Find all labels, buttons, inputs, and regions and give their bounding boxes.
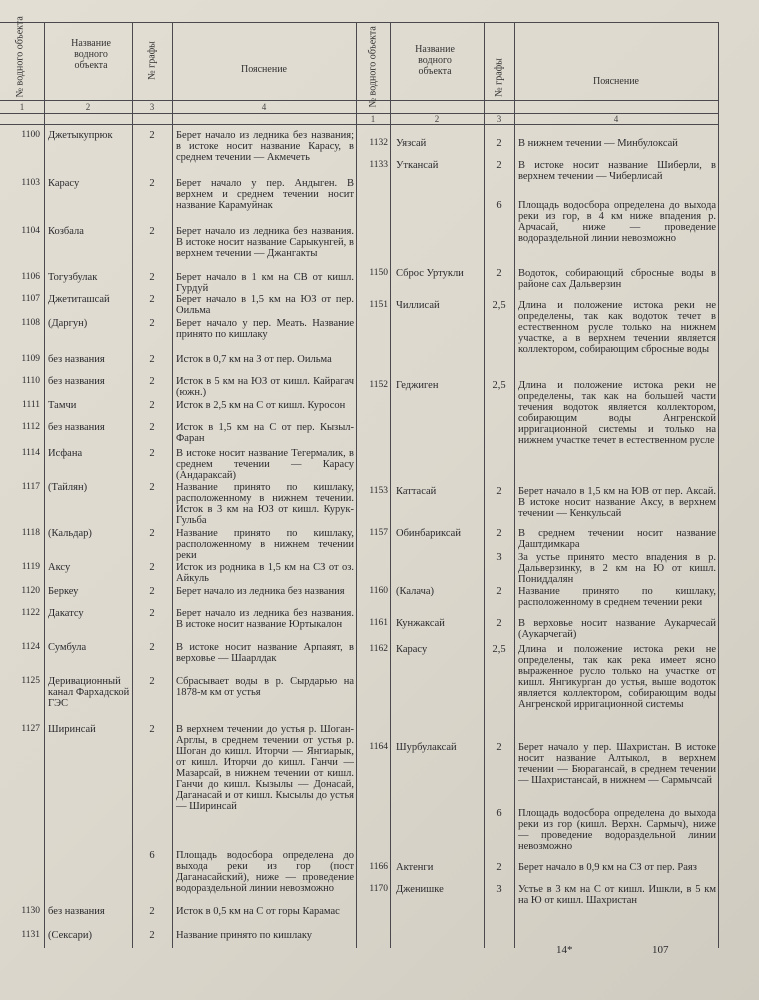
- cell-graph: 2: [149, 354, 155, 365]
- cell-graph: 2: [496, 138, 502, 149]
- cell-note: Исток из родника в 1,5 км на СЗ от оз. Айкуль: [176, 562, 354, 584]
- cell-note: Исток в 0,7 км на З от пер. Оильма: [176, 354, 332, 365]
- cell-num: 1119: [21, 562, 40, 572]
- cell-note: В истоке носит название Шиберли, в верхнем течении — Чиберлисай: [518, 160, 716, 182]
- cell-num: 1108: [21, 318, 40, 328]
- cell-note: Сбрасывает воды в р. Сырдарью на 1878-м км от устья: [176, 676, 354, 698]
- cell-name: Уткансай: [396, 160, 439, 171]
- cell-num: 1112: [21, 422, 40, 432]
- cell-graph: 2: [496, 586, 502, 597]
- cell-note: Берет начало из ледника без названия. В истоке носит название Юртыкалон: [176, 608, 354, 630]
- cell-graph: 2: [149, 608, 155, 619]
- cell-name: Шурбулаксай: [396, 742, 457, 753]
- cell-note: Берет начало у пер. Шахристан. В истоке носит название Алтыкол, в верхнем течении — Бюрагансай, в среднем течении — Шахристансай, в нижнем — Сармычсай: [518, 742, 716, 786]
- cell-num: 1104: [21, 226, 40, 236]
- cell-graph: 2: [149, 448, 155, 459]
- cell-note: В истоке носит название Тегермалик, в среднем течении — Карасу (Андараксай): [176, 448, 354, 481]
- cell-num: 1120: [21, 586, 40, 596]
- cell-num: 1100: [21, 130, 40, 140]
- cell-note: В нижнем течении — Минбулоксай: [518, 138, 678, 149]
- cell-note: Длина и положение истока реки не определены, так как река имеет ясно выраженное русло только на участке от кишл. Янгикурган до устья, выше водоток является коллектором, собирающим воды Ангренской ирригационной системы: [518, 644, 716, 710]
- cell-name: (Калача): [396, 586, 435, 597]
- cell-note: Исток в 0,5 км на С от горы Карамас: [176, 906, 340, 917]
- cell-note: Исток в 2,5 км на С от кишл. Куросон: [176, 400, 346, 411]
- col-index-3: 3: [149, 102, 155, 112]
- cell-graph: 2: [496, 742, 502, 753]
- cell-note: Площадь водосбора определена до выхода реки из гор (пост Даганасайский), ниже — проведение водораздельной линии невозможно: [176, 850, 354, 894]
- cell-graph: 2: [496, 528, 502, 539]
- cell-name: без названия: [48, 906, 105, 917]
- cell-graph: 2,5: [492, 300, 506, 311]
- cell-name: Деривационный канал Фархадской ГЭС: [48, 676, 130, 709]
- col-index-1: 1: [19, 102, 25, 112]
- cell-graph: 3: [496, 552, 502, 563]
- cell-note: Название принято по кишлаку: [176, 930, 313, 941]
- cell-graph: 2,5: [492, 380, 506, 391]
- cell-name: Козбала: [48, 226, 84, 237]
- cell-graph: 2: [149, 562, 155, 573]
- col-index-3-right: 3: [496, 114, 502, 124]
- cell-note: Берет начало из ледника без названия. В истоке носит название Сарыкунгей, в верхнем течении — Джангакты: [176, 226, 354, 259]
- col-note-header-right: Пояснение: [592, 76, 639, 87]
- cell-note: Берет начало в 0,9 км на СЗ от пер. Раяз: [518, 862, 697, 873]
- cell-name: Джетиташсай: [48, 294, 110, 305]
- cell-graph: 6: [496, 200, 502, 211]
- cell-name: Актенги: [396, 862, 434, 873]
- cell-num: 1161: [369, 618, 388, 628]
- cell-graph: 6: [496, 808, 502, 819]
- col-graph-header-right: № графы: [493, 58, 505, 97]
- cell-graph: 2: [149, 318, 155, 329]
- cell-name: Тогузбулак: [48, 272, 98, 283]
- cell-num: 1122: [21, 608, 40, 618]
- cell-note: Берет начало у пер. Меать. Название принято по кишлаку: [176, 318, 354, 340]
- cell-num: 1125: [21, 676, 40, 686]
- cell-name: Сумбула: [48, 642, 87, 653]
- cell-graph: 2: [149, 906, 155, 917]
- cell-name: Карасу: [396, 644, 428, 655]
- cell-note: Название принято по кишлаку, расположенному в нижнем течении. Исток в 3 км на ЮЗ от кишл. Курук-Гульба: [176, 482, 354, 526]
- cell-graph: 6: [149, 850, 155, 861]
- cell-num: 1107: [21, 294, 40, 304]
- cell-name: Тамчи: [48, 400, 77, 411]
- cell-graph: 2: [496, 160, 502, 171]
- col-index-4: 4: [261, 102, 267, 112]
- cell-num: 1170: [369, 884, 388, 894]
- cell-num: 1111: [22, 400, 40, 410]
- cell-note: В среднем течении носит название Даштдимкара: [518, 528, 716, 550]
- cell-graph: 2: [149, 930, 155, 941]
- cell-note: Исток в 1,5 км на С от пер. Кызыл-Фаран: [176, 422, 354, 444]
- cell-note: Берет начало в 1 км на СВ от кишл. Гурдуй: [176, 272, 354, 294]
- cell-num: 1150: [369, 268, 388, 278]
- cell-note: Длина и положение истока реки не определены, так как на большей части течения водоток является коллектором, собирающим воды Ангренской ирригационной системы и только на нижнем участке течет в естественном русле: [518, 380, 716, 446]
- cell-graph: 3: [496, 884, 502, 895]
- cell-num: 1160: [369, 586, 388, 596]
- cell-num: 1130: [21, 906, 40, 916]
- cell-name: (Тайлян): [48, 482, 88, 493]
- col-index-1-right: 1: [370, 114, 376, 124]
- cell-name: Ширинсай: [48, 724, 96, 735]
- cell-num: 1117: [21, 482, 40, 492]
- cell-num: 1127: [21, 724, 40, 734]
- cell-note: Длина и положение истока реки не определены, так как водоток течет в естественном русле только на нижнем участке, а в верхнем течении является коллектором, собирающим сбросные воды: [518, 300, 716, 355]
- cell-name: (Даргун): [48, 318, 88, 329]
- cell-name: Обинбариксай: [396, 528, 461, 539]
- cell-graph: 2: [149, 226, 155, 237]
- cell-name: Уязсай: [396, 138, 427, 149]
- col-graph-header: № графы: [146, 41, 158, 80]
- cell-graph: 2: [149, 294, 155, 305]
- col-note-header: Пояснение: [240, 64, 287, 75]
- col-name-header: Название водного объекта: [71, 38, 111, 71]
- col-index-2-right: 2: [434, 114, 440, 124]
- col-num-header: № водного объекта: [14, 16, 26, 98]
- cell-graph: 2: [496, 268, 502, 279]
- cell-name: Джетыкупрюк: [48, 130, 113, 141]
- cell-num: 1109: [21, 354, 40, 364]
- cell-name: без названия: [48, 376, 105, 387]
- cell-graph: 2: [149, 642, 155, 653]
- cell-note: Название принято по кишлаку, расположенному в нижнем течении реки: [176, 528, 354, 561]
- cell-graph: 2: [496, 618, 502, 629]
- cell-graph: 2: [149, 724, 155, 735]
- cell-graph: 2: [149, 130, 155, 141]
- cell-num: 1166: [369, 862, 388, 872]
- cell-note: За устье принято место впадения в р. Дальверзинку, в 2 км на Ю от кишл. Пониддалян: [518, 552, 716, 585]
- cell-graph: 2: [149, 528, 155, 539]
- cell-name: Исфана: [48, 448, 83, 459]
- cell-num: 1118: [21, 528, 40, 538]
- cell-name: Геджиген: [396, 380, 439, 391]
- cell-num: 1162: [369, 644, 388, 654]
- cell-name: Дженишке: [396, 884, 444, 895]
- cell-name: Каттасай: [396, 486, 437, 497]
- cell-graph: 2: [149, 422, 155, 433]
- cell-note: Берет начало в 1,5 км на ЮВ от пер. Аксай. В истоке носит название Аксу, в верхнем течении — Кенкульсай: [518, 486, 716, 519]
- signature-mark: 14*: [556, 944, 573, 956]
- cell-name: (Сексари): [48, 930, 92, 941]
- cell-num: 1133: [369, 160, 388, 170]
- cell-note: Водоток, собирающий сбросные воды в районе сах Дальверзин: [518, 268, 716, 290]
- cell-num: 1124: [21, 642, 40, 652]
- cell-name: Кунжаксай: [396, 618, 445, 629]
- cell-note: В верховье носит название Аукарчесай (Аукарчегай): [518, 618, 716, 640]
- col-index-4-right: 4: [613, 114, 619, 124]
- page-number: 107: [652, 944, 669, 956]
- cell-graph: 2: [149, 178, 155, 189]
- cell-name: (Кальдар): [48, 528, 92, 539]
- cell-note: Площадь водосбора определена до выхода реки из гор (кишл. Верхн. Сармыч), ниже — проведение водораздельной линии невозможно: [518, 808, 716, 852]
- cell-note: В истоке носит название Арпаяят, в верховье — Шаарлдак: [176, 642, 354, 664]
- cell-name: Карасу: [48, 178, 80, 189]
- cell-name: Беркеу: [48, 586, 79, 597]
- cell-num: 1114: [21, 448, 40, 458]
- cell-note: Берет начало в 1,5 км на ЮЗ от пер. Оильма: [176, 294, 354, 316]
- cell-graph: 2: [149, 400, 155, 411]
- cell-name: Дакатсу: [48, 608, 84, 619]
- col-num-header-right: № водного объекта: [367, 26, 379, 108]
- cell-note: Берет начало у пер. Андыген. В верхнем и среднем течении носит название Карамуйнак: [176, 178, 354, 211]
- col-name-header-right: Название водного объекта: [415, 44, 455, 77]
- cell-name: Сброс Уртукли: [396, 268, 464, 279]
- cell-note: Берет начало из ледника без названия; в истоке носит название Карасу, в среднем течении — Акмечеть: [176, 130, 354, 163]
- cell-name: без названия: [48, 354, 105, 365]
- cell-note: Исток в 5 км на ЮЗ от кишл. Кайрагач (южн.): [176, 376, 354, 398]
- cell-graph: 2,5: [492, 644, 506, 655]
- cell-graph: 2: [149, 586, 155, 597]
- cell-num: 1131: [21, 930, 40, 940]
- cell-num: 1110: [21, 376, 40, 386]
- cell-graph: 2: [149, 482, 155, 493]
- cell-note: Площадь водосбора определена до выхода реки из гор, в 4 км ниже впадения р. Арчасай, ниже — проведение водораздельной линии невозможно: [518, 200, 716, 244]
- cell-graph: 2: [149, 676, 155, 687]
- cell-name: без названия: [48, 422, 105, 433]
- cell-note: Берет начало из ледника без названия: [176, 586, 345, 597]
- cell-graph: 2: [149, 272, 155, 283]
- cell-name: Аксу: [48, 562, 71, 573]
- cell-graph: 2: [496, 862, 502, 873]
- cell-num: 1151: [369, 300, 388, 310]
- cell-note: Название принято по кишлаку, расположенному в среднем течении реки: [518, 586, 716, 608]
- cell-graph: 2: [496, 486, 502, 497]
- cell-note: В верхнем течении до устья р. Шоган-Арглы, в среднем течении от устья р. Шоган до кишл. Иторчи — Янгиарык, от кишл. Иторчи до кишл. Ганчи — Мазарсай, в нижнем течении от кишл. Ганчи до кишл. Кызылы — Донасай, Даганасай и от кишл. Кыcылы до устья — Ширинсай: [176, 724, 354, 812]
- cell-num: 1152: [369, 380, 388, 390]
- cell-name: Чиллисай: [396, 300, 440, 311]
- cell-num: 1157: [369, 528, 388, 538]
- col-index-2: 2: [85, 102, 91, 112]
- cell-graph: 2: [149, 376, 155, 387]
- cell-note: Устье в 3 км на С от кишл. Ишкли, в 5 км на Ю от кишл. Шахристан: [518, 884, 716, 906]
- cell-num: 1153: [369, 486, 388, 496]
- cell-num: 1103: [21, 178, 40, 188]
- cell-num: 1132: [369, 138, 388, 148]
- cell-num: 1106: [21, 272, 40, 282]
- cell-num: 1164: [369, 742, 388, 752]
